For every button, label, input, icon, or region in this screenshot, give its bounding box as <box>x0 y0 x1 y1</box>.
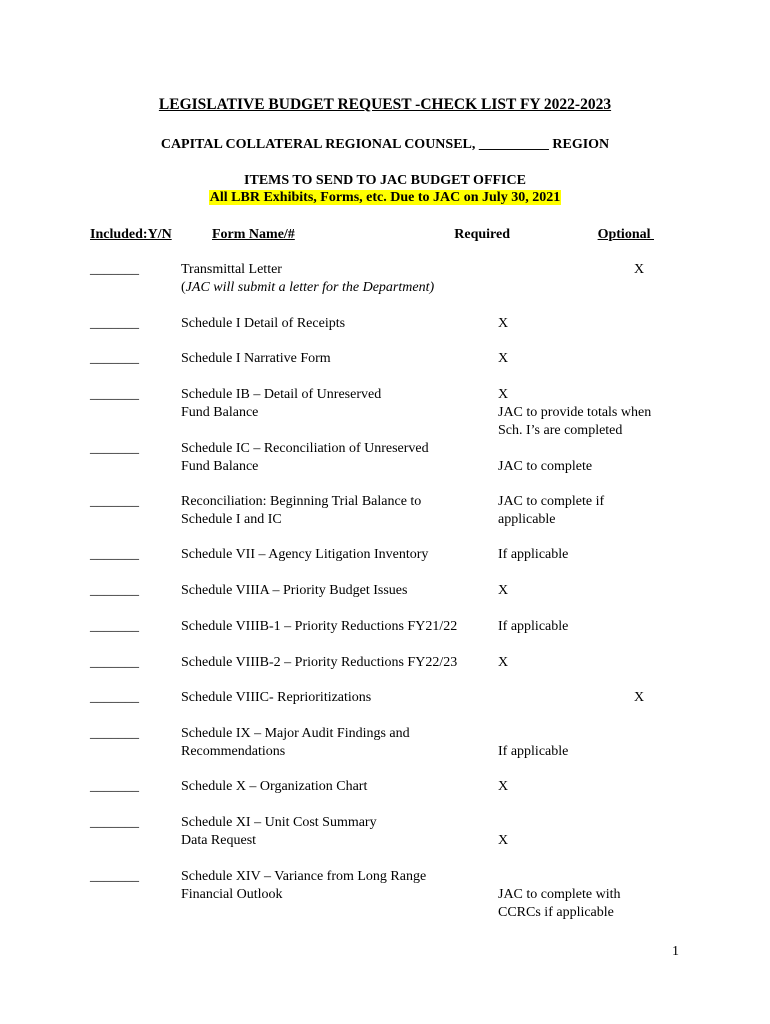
required-mark: If applicable <box>498 619 569 634</box>
form-name: Transmittal Letter <box>181 262 282 277</box>
header-form-name: Form Name/# <box>212 227 295 242</box>
document-title: LEGISLATIVE BUDGET REQUEST -CHECK LIST FY 2022-2023 <box>158 96 612 113</box>
form-name: Schedule VIIIC- Reprioritizations <box>181 690 372 705</box>
included-blank: _______ <box>90 815 139 830</box>
required-mark: JAC to provide totals when <box>498 405 652 420</box>
required-mark: JAC to complete if <box>498 494 605 509</box>
included-blank: _______ <box>90 779 139 794</box>
document-subtitle: CAPITAL COLLATERAL REGIONAL COUNSEL, __________ REGION <box>160 137 610 152</box>
required-mark: Sch. I’s are completed <box>498 423 623 438</box>
form-note-text: JAC will submit a letter for the Department) <box>185 280 435 295</box>
included-blank: _______ <box>90 441 139 456</box>
form-name: Schedule XIV – Variance from Long Range <box>181 869 427 884</box>
required-mark: X <box>498 351 509 366</box>
required-mark: X <box>498 583 509 598</box>
header-optional <box>510 226 654 244</box>
required-mark: X <box>498 655 509 670</box>
form-name: Schedule IX – Major Audit Findings and <box>181 726 410 741</box>
included-blank: _______ <box>90 583 139 598</box>
form-name: Reconciliation: Beginning Trial Balance to <box>181 494 422 509</box>
form-name: Schedule XI – Unit Cost Summary <box>181 815 377 830</box>
form-name: Schedule VIIIB-1 – Priority Reductions FY21/22 <box>181 619 458 634</box>
required-mark: X <box>498 779 509 794</box>
form-name: Recommendations <box>181 744 286 759</box>
required-mark: JAC to complete <box>498 459 593 474</box>
included-blank: _______ <box>90 655 139 670</box>
form-name: Fund Balance <box>181 405 259 420</box>
header-form-name-required <box>212 226 510 244</box>
form-name: Financial Outlook <box>181 887 283 902</box>
required-mark: JAC to complete with <box>498 887 621 902</box>
form-name: Data Request <box>181 833 257 848</box>
due-notice: All LBR Exhibits, Forms, etc. Due to JAC on July 30, 2021 <box>209 190 561 205</box>
header-included: Included:Y/N <box>90 227 172 242</box>
form-name: Schedule VII – Agency Litigation Inventory <box>181 547 429 562</box>
included-blank: _______ <box>90 494 139 509</box>
required-mark: X <box>498 833 509 848</box>
form-name: Schedule I Detail of Receipts <box>181 316 346 331</box>
items-heading: ITEMS TO SEND TO JAC BUDGET OFFICE <box>244 173 526 188</box>
included-blank: _______ <box>90 619 139 634</box>
required-mark: X <box>498 316 509 331</box>
optional-mark: X <box>634 690 645 705</box>
required-mark: CCRCs if applicable <box>498 905 614 920</box>
form-name: Schedule I Narrative Form <box>181 351 331 366</box>
required-mark: If applicable <box>498 547 569 562</box>
page-number: 1 <box>672 944 679 959</box>
form-name: Schedule VIIIB-2 – Priority Reductions FY22/23 <box>181 655 458 670</box>
form-name: Schedule VIIIA – Priority Budget Issues <box>181 583 408 598</box>
included-blank: _______ <box>90 351 139 366</box>
form-name: Schedule X – Organization Chart <box>181 779 368 794</box>
included-blank: _______ <box>90 387 139 402</box>
header-optional-label: Optional <box>597 227 651 242</box>
included-blank: _______ <box>90 726 139 741</box>
included-blank: _______ <box>90 869 139 884</box>
form-name: Schedule IC – Reconciliation of Unreserved <box>181 441 429 456</box>
header-required: Required <box>454 227 510 242</box>
required-mark: If applicable <box>498 744 569 759</box>
required-mark: X <box>498 387 509 402</box>
form-name: Fund Balance <box>181 459 259 474</box>
included-blank: _______ <box>90 547 139 562</box>
optional-mark: X <box>634 262 645 277</box>
form-note: (JAC will submit a letter for the Department) <box>181 280 435 295</box>
required-mark: applicable <box>498 512 556 527</box>
form-name: Schedule IB – Detail of Unreserved <box>181 387 382 402</box>
included-blank: _______ <box>90 316 139 331</box>
due-notice-wrap <box>0 189 770 207</box>
form-name: Schedule I and IC <box>181 512 282 527</box>
included-blank: _______ <box>90 690 139 705</box>
included-blank: _______ <box>90 262 139 277</box>
